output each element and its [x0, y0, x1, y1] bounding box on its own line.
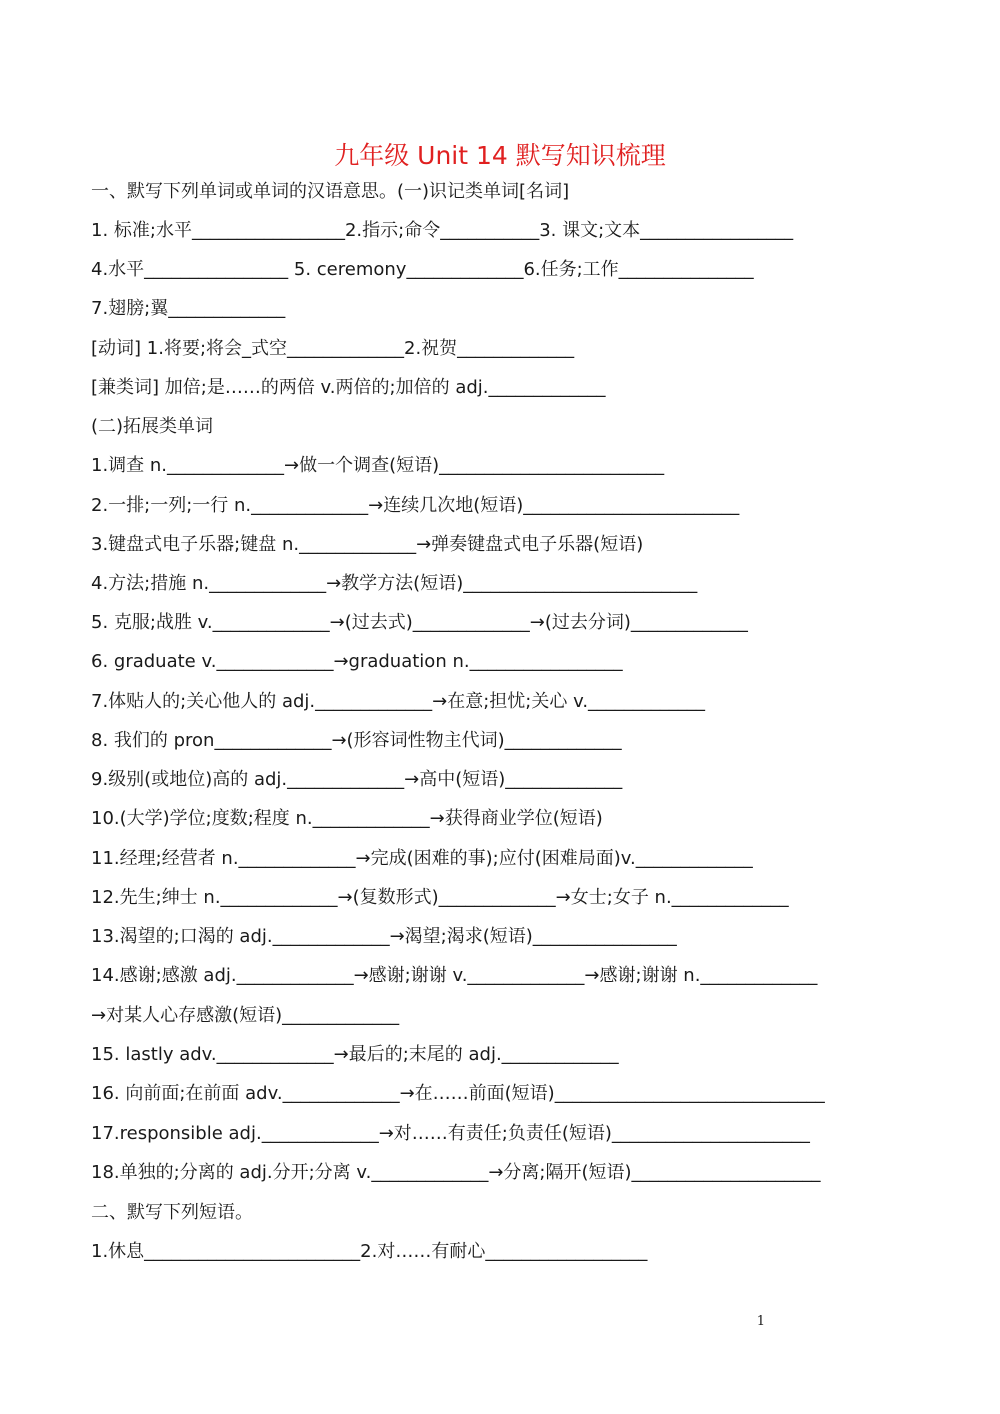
exercise-line: 8. 我们的 pron_____________→(形容词性物主代词)_____________ [91, 730, 622, 751]
section-heading: 一、默写下列单词或单词的汉语意思。(一)识记类单词[名词] [91, 181, 570, 202]
exercise-line: 7.翅膀;翼_____________ [91, 298, 286, 319]
exercise-line: →对某人心存感激(短语)_____________ [91, 1005, 400, 1026]
section-heading: 二、默写下列短语。 [91, 1202, 253, 1223]
exercise-line: 4.水平________________ 5. ceremony_____________6.任务;工作_______________ [91, 259, 754, 280]
exercise-line: 3.键盘式电子乐器;键盘 n._____________→弹奏键盘式电子乐器(短语) [91, 534, 644, 555]
exercise-line: 12.先生;绅士 n._____________→(复数形式)_____________→女士;女子 n._____________ [91, 887, 789, 908]
exercise-line: 6. graduate v._____________→graduation n._________________ [91, 651, 623, 672]
exercise-line: 18.单独的;分离的 adj.分开;分离 v._____________→分离;隔开(短语)_____________________ [91, 1162, 821, 1183]
exercise-line: 13.渴望的;口渴的 adj._____________→渴望;渴求(短语)________________ [91, 926, 677, 947]
exercise-line: 5. 克服;战胜 v._____________→(过去式)_____________→(过去分词)_____________ [91, 612, 748, 633]
exercise-line: [兼类词] 加倍;是……的两倍 v.两倍的;加倍的 adj._____________ [91, 377, 606, 398]
page-number: 1 [756, 1314, 765, 1329]
exercise-line: 16. 向前面;在前面 adv._____________→在……前面(短语)______________________________ [91, 1083, 825, 1104]
exercise-line: 9.级别(或地位)高的 adj._____________→高中(短语)_____________ [91, 769, 623, 790]
exercise-line: 1.休息________________________2.对……有耐心__________________ [91, 1241, 648, 1262]
exercise-line: 17.responsible adj._____________→对……有责任;负责任(短语)______________________ [91, 1123, 810, 1144]
exercise-line: 14.感谢;感激 adj._____________→感谢;谢谢 v._____________→感谢;谢谢 n._____________ [91, 965, 818, 986]
exercise-line: 1. 标准;水平_________________2.指示;命令___________3. 课文;文本_________________ [91, 220, 794, 241]
exercise-line: 10.(大学)学位;度数;程度 n._____________→获得商业学位(短语) [91, 808, 603, 829]
exercise-line: 7.体贴人的;关心他人的 adj._____________→在意;担忧;关心 v._____________ [91, 691, 706, 712]
page-title: 九年级 Unit 14 默写知识梳理 [334, 141, 666, 170]
exercise-line: 1.调查 n._____________→做一个调查(短语)_________________________ [91, 455, 665, 476]
exercise-line: 11.经理;经营者 n._____________→完成(困难的事);应付(困难局面)v._____________ [91, 848, 753, 869]
exercise-line: 2.一排;一列;一行 n._____________→连续几次地(短语)________________________ [91, 495, 740, 516]
subsection-heading: (二)拓展类单词 [91, 416, 214, 437]
exercise-line: 4.方法;措施 n._____________→教学方法(短语)__________________________ [91, 573, 698, 594]
exercise-line: 15. lastly adv._____________→最后的;末尾的 adj._____________ [91, 1044, 619, 1065]
exercise-line: [动词] 1.将要;将会_式空_____________2.祝贺_____________ [91, 338, 575, 359]
